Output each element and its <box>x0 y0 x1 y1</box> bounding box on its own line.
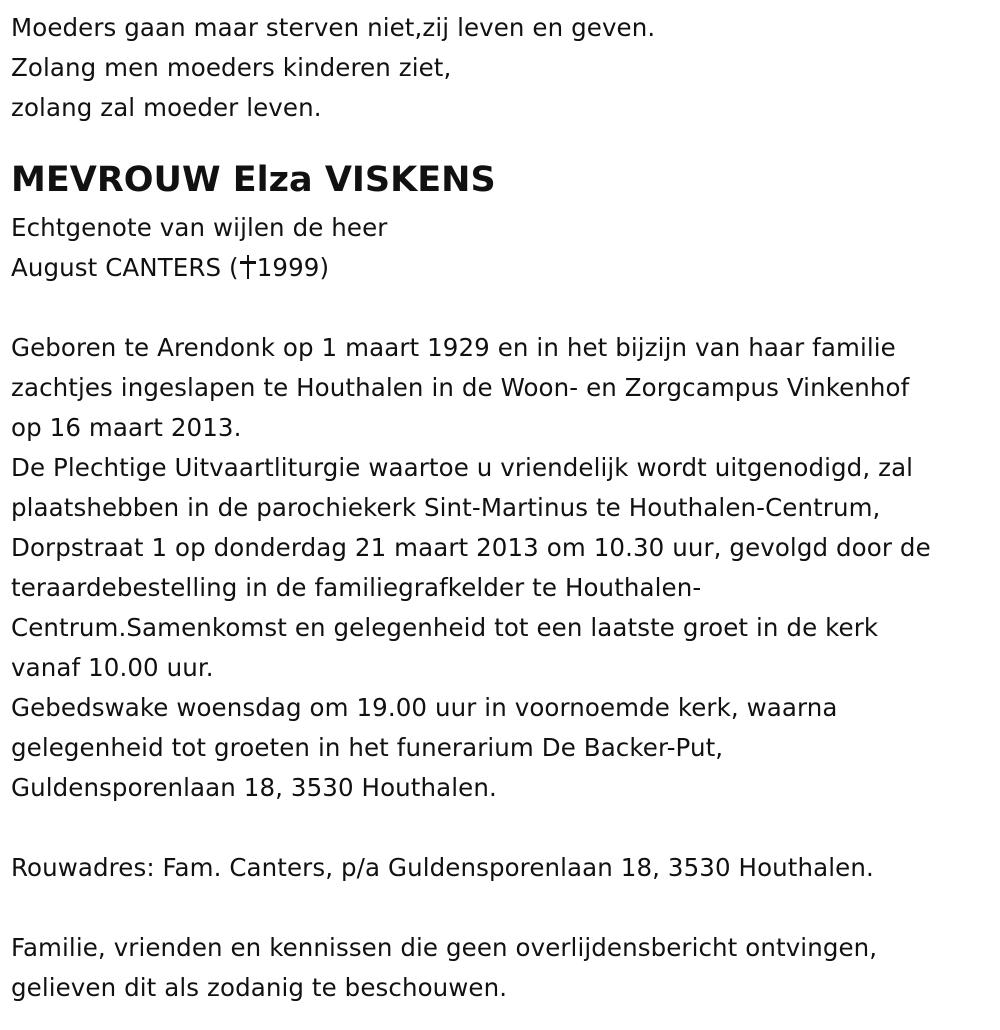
spouse-line: Echtgenote van wijlen de heer <box>11 213 388 242</box>
deceased-name: MEVROUW Elza VISKENS <box>11 160 496 200</box>
announcement-line: Gebedswake woensdag om 19.00 uur in voornoemde kerk, waarna <box>11 693 838 722</box>
spacer <box>11 888 1000 928</box>
poem <box>11 8 1000 128</box>
announcement-line: teraardebestelling in de familiegrafkelder te Houthalen- <box>11 573 702 602</box>
closing-note <box>11 928 1000 1008</box>
spacer <box>11 288 1000 328</box>
announcement-line: Dorpstraat 1 op donderdag 21 maart 2013 om 10.30 uur, gevolgd door de <box>11 533 931 562</box>
spacer <box>11 808 1000 848</box>
closing-line-1: Familie, vrienden en kennissen die geen overlijdensbericht ontvingen, <box>11 933 878 962</box>
announcement-line: plaatshebben in de parochiekerk Sint-Martinus te Houthalen-Centrum, <box>11 493 881 522</box>
poem-line-3: zolang zal moeder leven. <box>11 93 322 122</box>
announcement-line: vanaf 10.00 uur. <box>11 653 214 682</box>
announcement-line: Centrum.Samenkomst en gelegenheid tot een laatste groet in de kerk <box>11 613 879 642</box>
poem-line-1: Moeders gaan maar sterven niet,zij leven en geven. <box>11 13 656 42</box>
mourning-address: Rouwadres: Fam. Canters, p/a Guldensporenlaan 18, 3530 Houthalen. <box>11 853 874 882</box>
announcement-line: De Plechtige Uitvaartliturgie waartoe u vriendelijk wordt uitgenodigd, zal <box>11 453 914 482</box>
deceased-block <box>11 152 1000 288</box>
announcement-line: Geboren te Arendonk op 1 maart 1929 en in het bijzijn van haar familie <box>11 333 896 362</box>
latin-cross-icon <box>240 255 256 279</box>
announcement-line: op 16 maart 2013. <box>11 413 242 442</box>
spouse-name-line <box>11 248 1000 288</box>
announcement-line: zachtjes ingeslapen te Houthalen in de Woon- en Zorgcampus Vinkenhof <box>11 373 910 402</box>
spouse-name: August CANTERS ( <box>11 253 239 282</box>
closing-line-2: gelieven dit als zodanig te beschouwen. <box>11 973 508 1002</box>
announcement-line: gelegenheid tot groeten in het funerarium De Backer-Put, <box>11 733 724 762</box>
spouse-death-year: 1999) <box>256 253 330 282</box>
announcement-line: Guldensporenlaan 18, 3530 Houthalen. <box>11 773 497 802</box>
announcement-text <box>11 328 1000 808</box>
poem-line-2: Zolang men moeders kinderen ziet, <box>11 53 452 82</box>
